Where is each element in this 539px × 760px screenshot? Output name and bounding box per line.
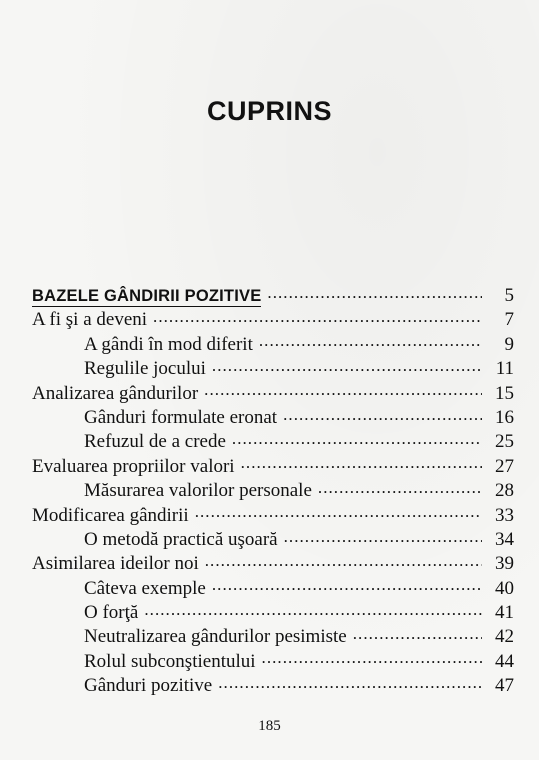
toc-entry-title: Măsurarea valorilor personale bbox=[84, 480, 312, 502]
toc-entry bbox=[32, 599, 514, 623]
toc-entry-title: Rolul subconştientului bbox=[84, 650, 256, 672]
dot-leader bbox=[218, 672, 482, 691]
toc-entry-title: Gânduri pozitive bbox=[84, 675, 213, 697]
dot-leader bbox=[267, 282, 482, 301]
toc-entry bbox=[32, 404, 514, 428]
dot-leader bbox=[153, 306, 482, 325]
toc-entry-page: 27 bbox=[495, 455, 514, 477]
toc-entry-page: 15 bbox=[495, 382, 514, 404]
dot-leader bbox=[318, 477, 482, 496]
toc-section-heading bbox=[32, 282, 514, 306]
toc-entry-page: 42 bbox=[495, 626, 514, 648]
toc-entry-title: Neutralizarea gândurilor pesimiste bbox=[84, 626, 347, 648]
toc-entry-page: 44 bbox=[495, 650, 514, 672]
toc-entry-title: A gândi în mod diferit bbox=[84, 333, 253, 355]
toc-entry-title: Refuzul de a crede bbox=[84, 431, 226, 453]
toc-entry bbox=[32, 380, 514, 404]
toc-entry bbox=[32, 502, 514, 526]
dot-leader bbox=[205, 550, 482, 569]
toc-entry-title: O forţă bbox=[84, 602, 139, 624]
dot-leader bbox=[195, 502, 482, 521]
toc-entry-title: Asimilarea ideilor noi bbox=[32, 553, 199, 575]
dot-leader bbox=[232, 428, 482, 447]
dot-leader bbox=[212, 355, 482, 374]
toc-entry bbox=[32, 428, 514, 452]
toc-entry-title: Evaluarea propriilor valori bbox=[32, 455, 235, 477]
toc-entry-title: Regulile jocului bbox=[84, 358, 206, 380]
dot-leader bbox=[212, 575, 482, 594]
toc-entry bbox=[32, 306, 514, 330]
toc-entry-title: Analizarea gândurilor bbox=[32, 382, 199, 404]
toc-entry bbox=[32, 331, 514, 355]
dot-leader bbox=[284, 526, 482, 545]
toc-entry-title: O metodă practică uşoară bbox=[84, 528, 278, 550]
toc-entry-page: 33 bbox=[495, 504, 514, 526]
page-number-footer: 185 bbox=[258, 718, 281, 734]
toc-entry bbox=[32, 355, 514, 379]
page-title: CUPRINS bbox=[206, 96, 332, 126]
toc-entry-page: 39 bbox=[495, 553, 514, 575]
toc-entry-page: 9 bbox=[504, 333, 514, 355]
toc-entry-page: 28 bbox=[495, 480, 514, 502]
toc-entry bbox=[32, 672, 514, 696]
toc-entry bbox=[32, 453, 514, 477]
toc-entry-page: 34 bbox=[495, 528, 514, 550]
toc-entry bbox=[32, 477, 514, 501]
toc-entry-page: 16 bbox=[495, 406, 514, 428]
dot-leader bbox=[353, 623, 482, 642]
toc-entry-page: 25 bbox=[495, 431, 514, 453]
dot-leader bbox=[262, 648, 482, 667]
toc-entry-title: Câteva exemple bbox=[84, 577, 206, 599]
dot-leader bbox=[144, 599, 482, 618]
toc-entry-page: 7 bbox=[504, 309, 514, 331]
toc-entry bbox=[32, 550, 514, 574]
toc-entry-title: Modificarea gândirii bbox=[32, 504, 189, 526]
toc-entry-title: BAZELE GÂNDIRII POZITIVE bbox=[32, 287, 262, 305]
toc-entry-page: 41 bbox=[495, 602, 514, 624]
dot-leader bbox=[241, 453, 482, 472]
toc-entry-title: Gânduri formulate eronat bbox=[84, 406, 278, 428]
toc-entry-page: 40 bbox=[495, 577, 514, 599]
dot-leader bbox=[259, 331, 482, 350]
toc-entry bbox=[32, 575, 514, 599]
table-of-contents bbox=[32, 282, 514, 697]
toc-entry bbox=[32, 648, 514, 672]
toc-entry bbox=[32, 526, 514, 550]
toc-entry-title: A fi şi a deveni bbox=[32, 309, 148, 331]
dot-leader bbox=[204, 380, 482, 399]
toc-entry-page: 11 bbox=[495, 358, 514, 380]
dot-leader bbox=[283, 404, 482, 423]
toc-entry-page: 5 bbox=[504, 285, 514, 306]
toc-entry-page: 47 bbox=[495, 675, 514, 697]
toc-entry bbox=[32, 623, 514, 647]
